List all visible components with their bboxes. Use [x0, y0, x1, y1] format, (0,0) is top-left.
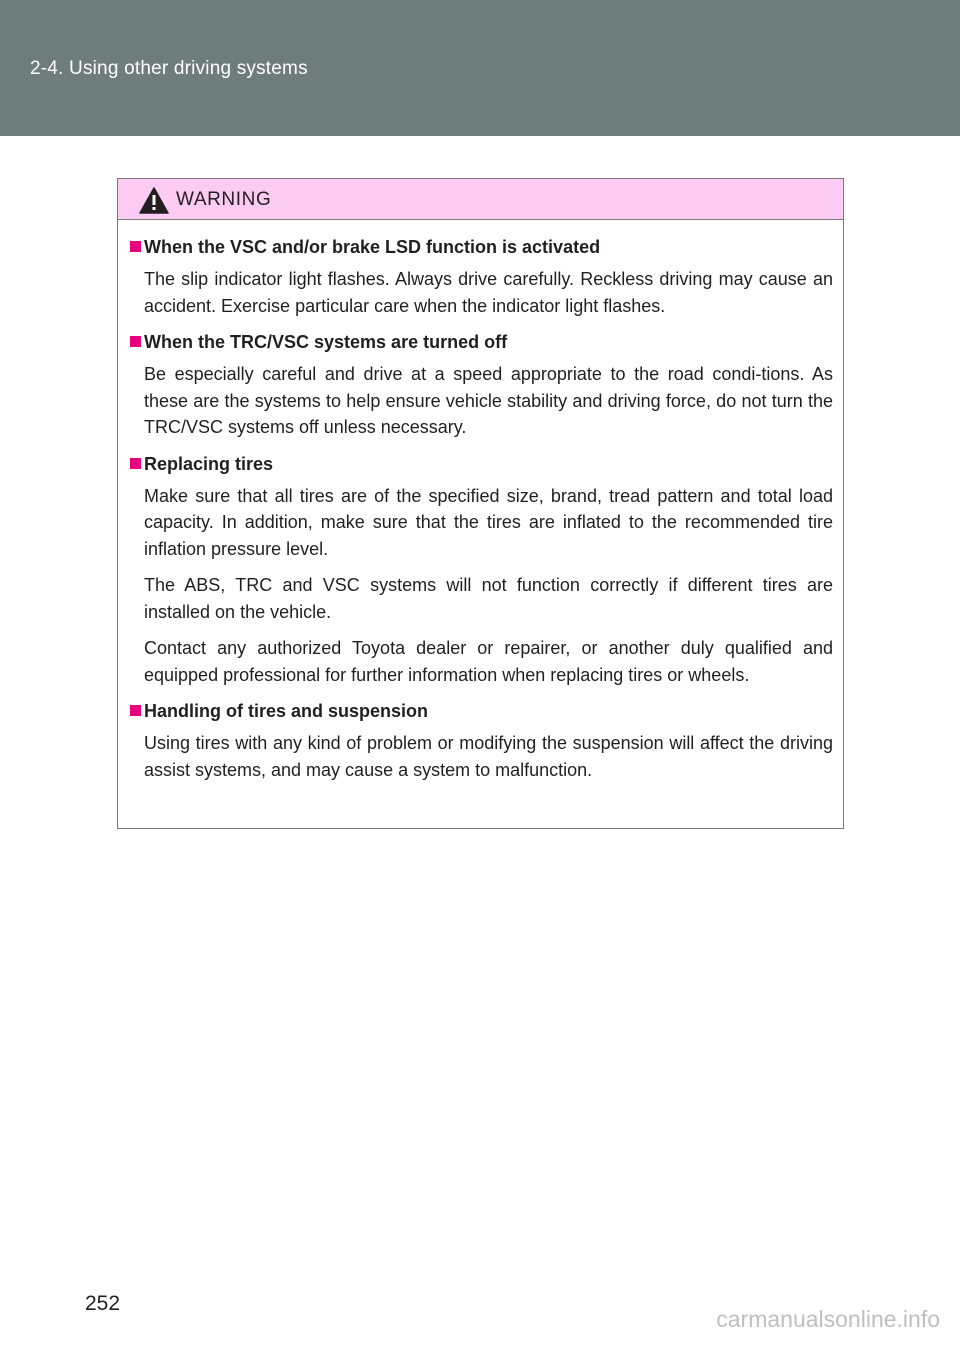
warning-title: WARNING: [176, 189, 272, 210]
paragraph: Contact any authorized Toyota dealer or repairer, or another duly qualified and equipped professional for further information when replacing tires or wheels.: [144, 638, 833, 685]
section-heading: When the TRC/VSC systems are turned off: [130, 329, 833, 355]
section-heading: When the VSC and/or brake LSD function is activated: [130, 234, 833, 260]
paragraph: Be especially careful and drive at a speed appropriate to the road condi-tions. As these are the systems to help ensure vehicle stability and driving force, do not turn the TRC/VSC systems off unless necessary.: [144, 364, 833, 437]
paragraph: The slip indicator light flashes. Always drive carefully. Reckless driving may cause an accident. Exercise particular care when the indicator light flashes.: [144, 269, 833, 316]
page-header: [0, 0, 960, 136]
page-number: 252: [85, 1292, 121, 1315]
paragraph: Make sure that all tires are of the specified size, brand, tread pattern and total load capacity. In addition, make sure that the tires are inflated to the recommended tire inflation pressure level.: [144, 485, 833, 559]
warning-triangle-icon: [139, 187, 169, 214]
warning-box: [117, 178, 844, 829]
square-bullet-icon: [130, 705, 141, 716]
section-heading: Replacing tires: [130, 451, 833, 477]
section-heading: Handling of tires and suspension: [130, 698, 833, 724]
paragraph: The ABS, TRC and VSC systems will not function correctly if different tires are installed on the vehicle.: [144, 575, 833, 622]
warning-header: [118, 179, 843, 220]
square-bullet-icon: [130, 458, 141, 469]
square-bullet-icon: [130, 241, 141, 252]
warning-body: [118, 220, 843, 783]
section-title: 2-4. Using other driving systems: [30, 58, 308, 79]
watermark: carmanualsonline.info: [716, 1306, 940, 1332]
square-bullet-icon: [130, 336, 141, 347]
paragraph: Using tires with any kind of problem or modifying the suspension will affect the driving assist systems, and may cause a system to malfunction.: [144, 733, 833, 780]
